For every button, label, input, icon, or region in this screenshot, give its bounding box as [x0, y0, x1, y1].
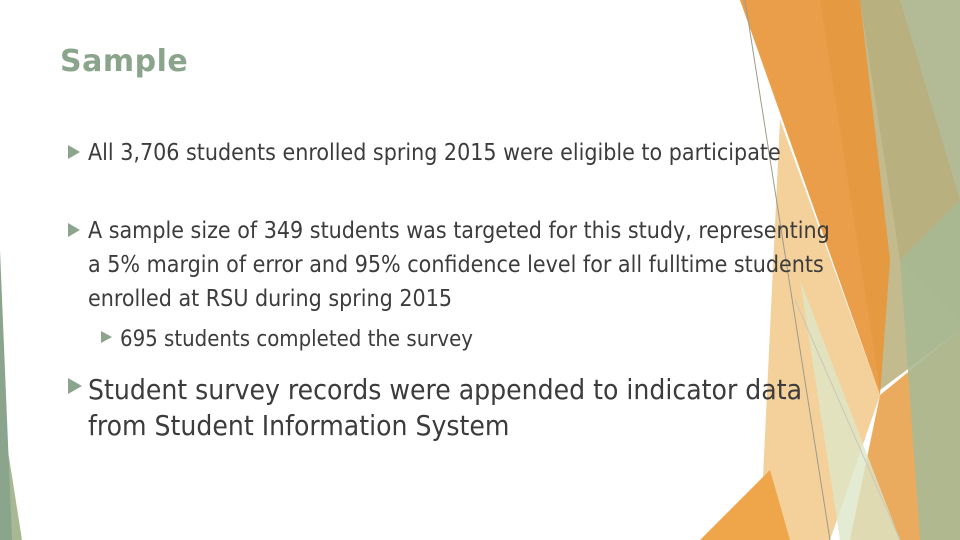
slide-title: Sample: [60, 44, 189, 79]
bullet-eligibility: All 3,706 students enrolled spring 2015 were eligible to participate: [88, 140, 781, 166]
sub-bullet-completed: 695 students completed the survey: [120, 327, 473, 352]
triangle-bullet-icon: [68, 145, 80, 159]
bullet-records-appended: Student survey records were appended to indicator data from Student Information System: [88, 373, 803, 442]
bullet-sample-size: A sample size of 349 students was targeted for this study, representing a 5% margin of error and 95% confidence level for all fulltime students enrolled at RSU during spring 2015: [88, 218, 830, 312]
triangle-bullet-icon: [68, 378, 82, 394]
triangle-bullet-icon: [101, 331, 112, 343]
triangle-bullet-icon: [68, 223, 80, 237]
deco-left-green-bottom: [0, 250, 12, 540]
